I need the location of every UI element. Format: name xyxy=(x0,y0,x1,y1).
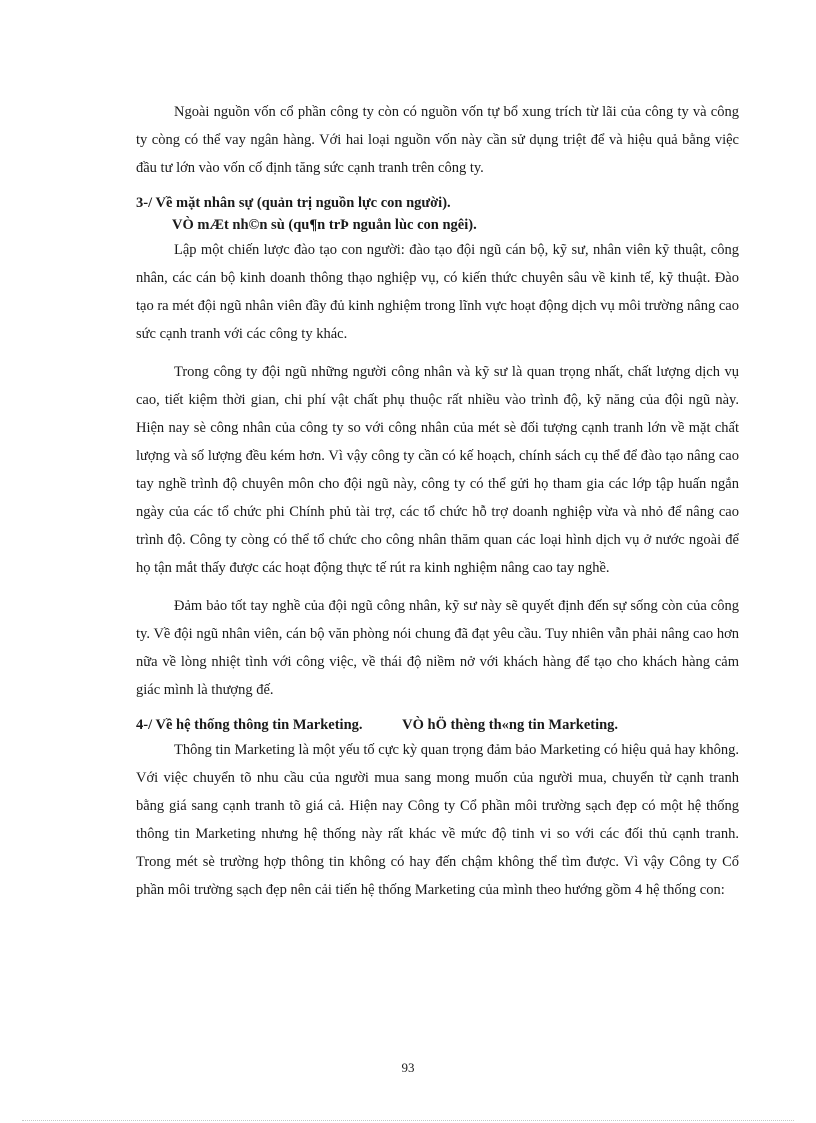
document-body xyxy=(136,98,739,914)
page-bottom-divider xyxy=(22,1120,794,1121)
paragraph-marketing-info: Thông tin Marketing là một yếu tố cực kỳ quan trọng đảm bảo Marketing có hiệu quả hay không. Với việc chuyển tõ nhu cầu của người mua sang mong muốn của người mua, chuyển từ cạnh tranh bằng giá sang cạnh tranh tõ giá cả. Hiện nay Công ty Cổ phần môi trường sạch đẹp có một hệ thống thông tin Marketing nhưng hệ thống này rất khác về mức độ tinh vi so với các đối thủ cạnh tranh. Trong mét sè trường hợp thông tin không có hay đến chậm không thể tìm được. Vì vậy Công ty Cổ phần môi trường sạch đẹp nên cải tiến hệ thống Marketing của mình theo hướng gồm 4 hệ thống con: xyxy=(136,742,739,898)
section-heading-personnel xyxy=(136,192,739,236)
section-heading-garbled-text: VÒ hÖ thèng th«ng tin Marketing. xyxy=(402,717,619,733)
page-number: 93 xyxy=(401,1060,415,1075)
section-heading-text: 4-/ Về hệ thống thông tin Marketing. xyxy=(136,717,363,733)
paragraph-workforce-quality: Trong công ty đội ngũ những người công nhân và kỹ sư là quan trọng nhất, chất lượng dịch vụ cao, tiết kiệm thời gian, chi phí vật chất phụ thuộc rất nhiều vào trình độ, kỹ năng của đội ngũ này. Hiện nay sè công nhân của công ty so với công nhân của mét sè đối tượng cạnh tranh lớn về mặt chất lượng và số lượng đều kém hơn. Vì vậy công ty cần có kế hoạch, chính sách cụ thể để đào tạo nâng cao tay nghề trình độ chuyên môn cho đội ngũ này, công ty có thể gửi họ tham gia các lớp tập huấn ngắn ngày của các tổ chức phi Chính phủ tài trợ, các tổ chức hỗ trợ doanh nghiệp vừa và nhỏ để nâng cao trình độ. Công ty còng có thể tổ chức cho công nhân thăm quan các loại hình dịch vụ ở nước ngoài để họ tận mắt thấy được các hoạt động thực tế rút ra kinh nghiệm nâng cao tay nghề. xyxy=(136,364,739,576)
section-heading-text: 3-/ Về mặt nhân sự (quản trị nguồn lực con người). xyxy=(136,195,451,211)
paragraph-training-strategy: Lập một chiến lược đào tạo con người: đào tạo đội ngũ cán bộ, kỹ sư, nhân viên kỹ thuật, công nhân, các cán bộ kinh doanh thông thạo nghiệp vụ, có kiến thức chuyên sâu về kinh tế, kỹ thuật. Đào tạo ra mét đội ngũ nhân viên đầy đủ kinh nghiệm trong lĩnh vực hoạt động dịch vụ môi trường nâng cao sức cạnh tranh với các công ty khác. xyxy=(136,242,739,342)
section-heading-marketing-info xyxy=(136,714,739,736)
paragraph-capital-sources: Ngoài nguồn vốn cổ phần công ty còn có nguồn vốn tự bổ xung trích từ lãi của công ty và công ty còng có thể vay ngân hàng. Với hai loại nguồn vốn này cần sử dụng triệt để và hiệu quả bằng việc đầu tư lớn vào vốn cố định tăng sức cạnh tranh trên công ty. xyxy=(136,104,739,176)
section-heading-garbled-text: VÒ mÆt nh©n sù (qu¶n trÞ nguån lùc con ngêi). xyxy=(172,217,477,233)
paragraph-skill-assurance: Đảm bảo tốt tay nghề của đội ngũ công nhân, kỹ sư này sẽ quyết định đến sự sống còn của công ty. Về đội ngũ nhân viên, cán bộ văn phòng nói chung đã đạt yêu cầu. Tuy nhiên vẫn phải nâng cao hơn nữa về lòng nhiệt tình với công việc, về thái độ niềm nở với khách hàng để tạo cho khách hàng cảm giác mình là thượng đế. xyxy=(136,598,739,698)
